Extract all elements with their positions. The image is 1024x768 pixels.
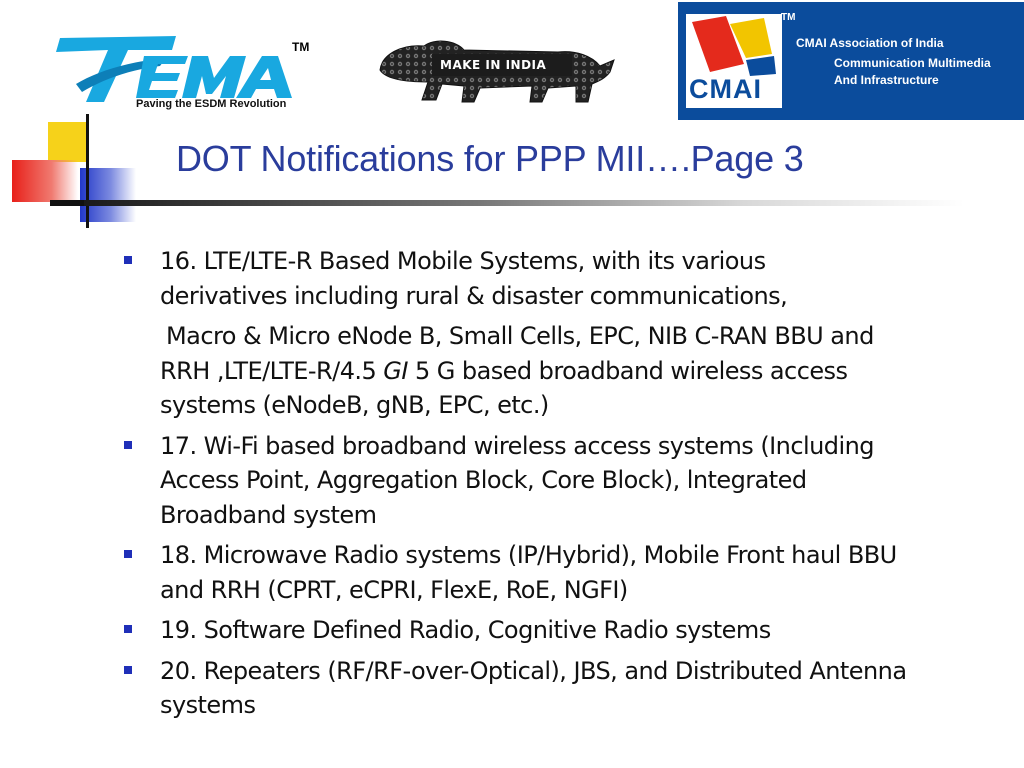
- list-item: [120, 613, 1000, 648]
- list-item-line: Macro & Micro eNode B, Small Cells, EPC, NIB C-RAN BBU and: [166, 322, 874, 350]
- cmai-wordmark: CMAI: [689, 74, 762, 104]
- square-bullet-icon: [124, 441, 132, 449]
- list-item-line: 19. Software Defined Radio, Cognitive Radio systems: [160, 616, 771, 644]
- slide-title: DOT Notifications for PPP MII….Page 3: [176, 138, 804, 179]
- line-text: RRH ,LTE/LTE-R/4.5: [160, 356, 384, 385]
- list-item-line: 20. Repeaters (RF/RF-over-Optical), JBS, and Distributed Antenna: [160, 656, 907, 685]
- list-item: [120, 429, 1000, 533]
- cmai-emblem: [686, 14, 782, 108]
- square-bullet-icon: [124, 550, 132, 558]
- list-item-line: Access Point, Aggregation Block, Core Block), lntegrated: [160, 466, 807, 494]
- italic-text: GI: [383, 356, 408, 385]
- list-item-line: systems: [160, 691, 256, 719]
- list-item-line: derivatives including rural & disaster communications,: [160, 281, 788, 310]
- cmai-line-3: And Infrastructure: [834, 73, 939, 87]
- yellow-square: [48, 122, 88, 162]
- red-bar: [12, 160, 78, 202]
- tema-tagline: Paving the ESDM Revolution: [136, 98, 287, 110]
- title-rule: [84, 200, 964, 206]
- square-bullet-icon: [124, 256, 132, 264]
- cmai-line-1: CMAI Association of India: [796, 36, 944, 50]
- square-bullet-icon: [124, 625, 132, 633]
- list-item: [120, 244, 1000, 423]
- list-item-line: 16. LTE/LTE-R Based Mobile Systems, with its various: [160, 247, 766, 275]
- list-item: [120, 538, 1000, 607]
- list-item-line: Broadband system: [160, 500, 377, 529]
- list-item-line: [160, 354, 1000, 389]
- list-item-line: 17. Wi-Fi based broadband wireless access systems (Including: [160, 431, 874, 460]
- list-item-line: and RRH (CPRT, eCPRI, FlexE, RoE, NGFI): [160, 575, 628, 604]
- list-item-line: 18. Microwave Radio systems (IP/Hybrid), Mobile Front haul BBU: [160, 541, 897, 569]
- list-item-line: systems (eNodeB, gNB, EPC, etc.): [160, 391, 549, 419]
- cmai-logo: [678, 2, 1024, 120]
- cmai-line-2: Communication Multimedia: [834, 56, 991, 70]
- list-item: [120, 654, 1000, 723]
- vertical-rule: [86, 114, 89, 228]
- square-bullet-icon: [124, 666, 132, 674]
- cmai-trademark: TM: [781, 12, 796, 23]
- make-in-india-text: MAKE IN INDIA: [440, 58, 547, 72]
- bullet-list: [120, 244, 1000, 729]
- tema-trademark: TM: [292, 40, 310, 54]
- line-text: 5 G based broadband wireless access: [407, 356, 848, 385]
